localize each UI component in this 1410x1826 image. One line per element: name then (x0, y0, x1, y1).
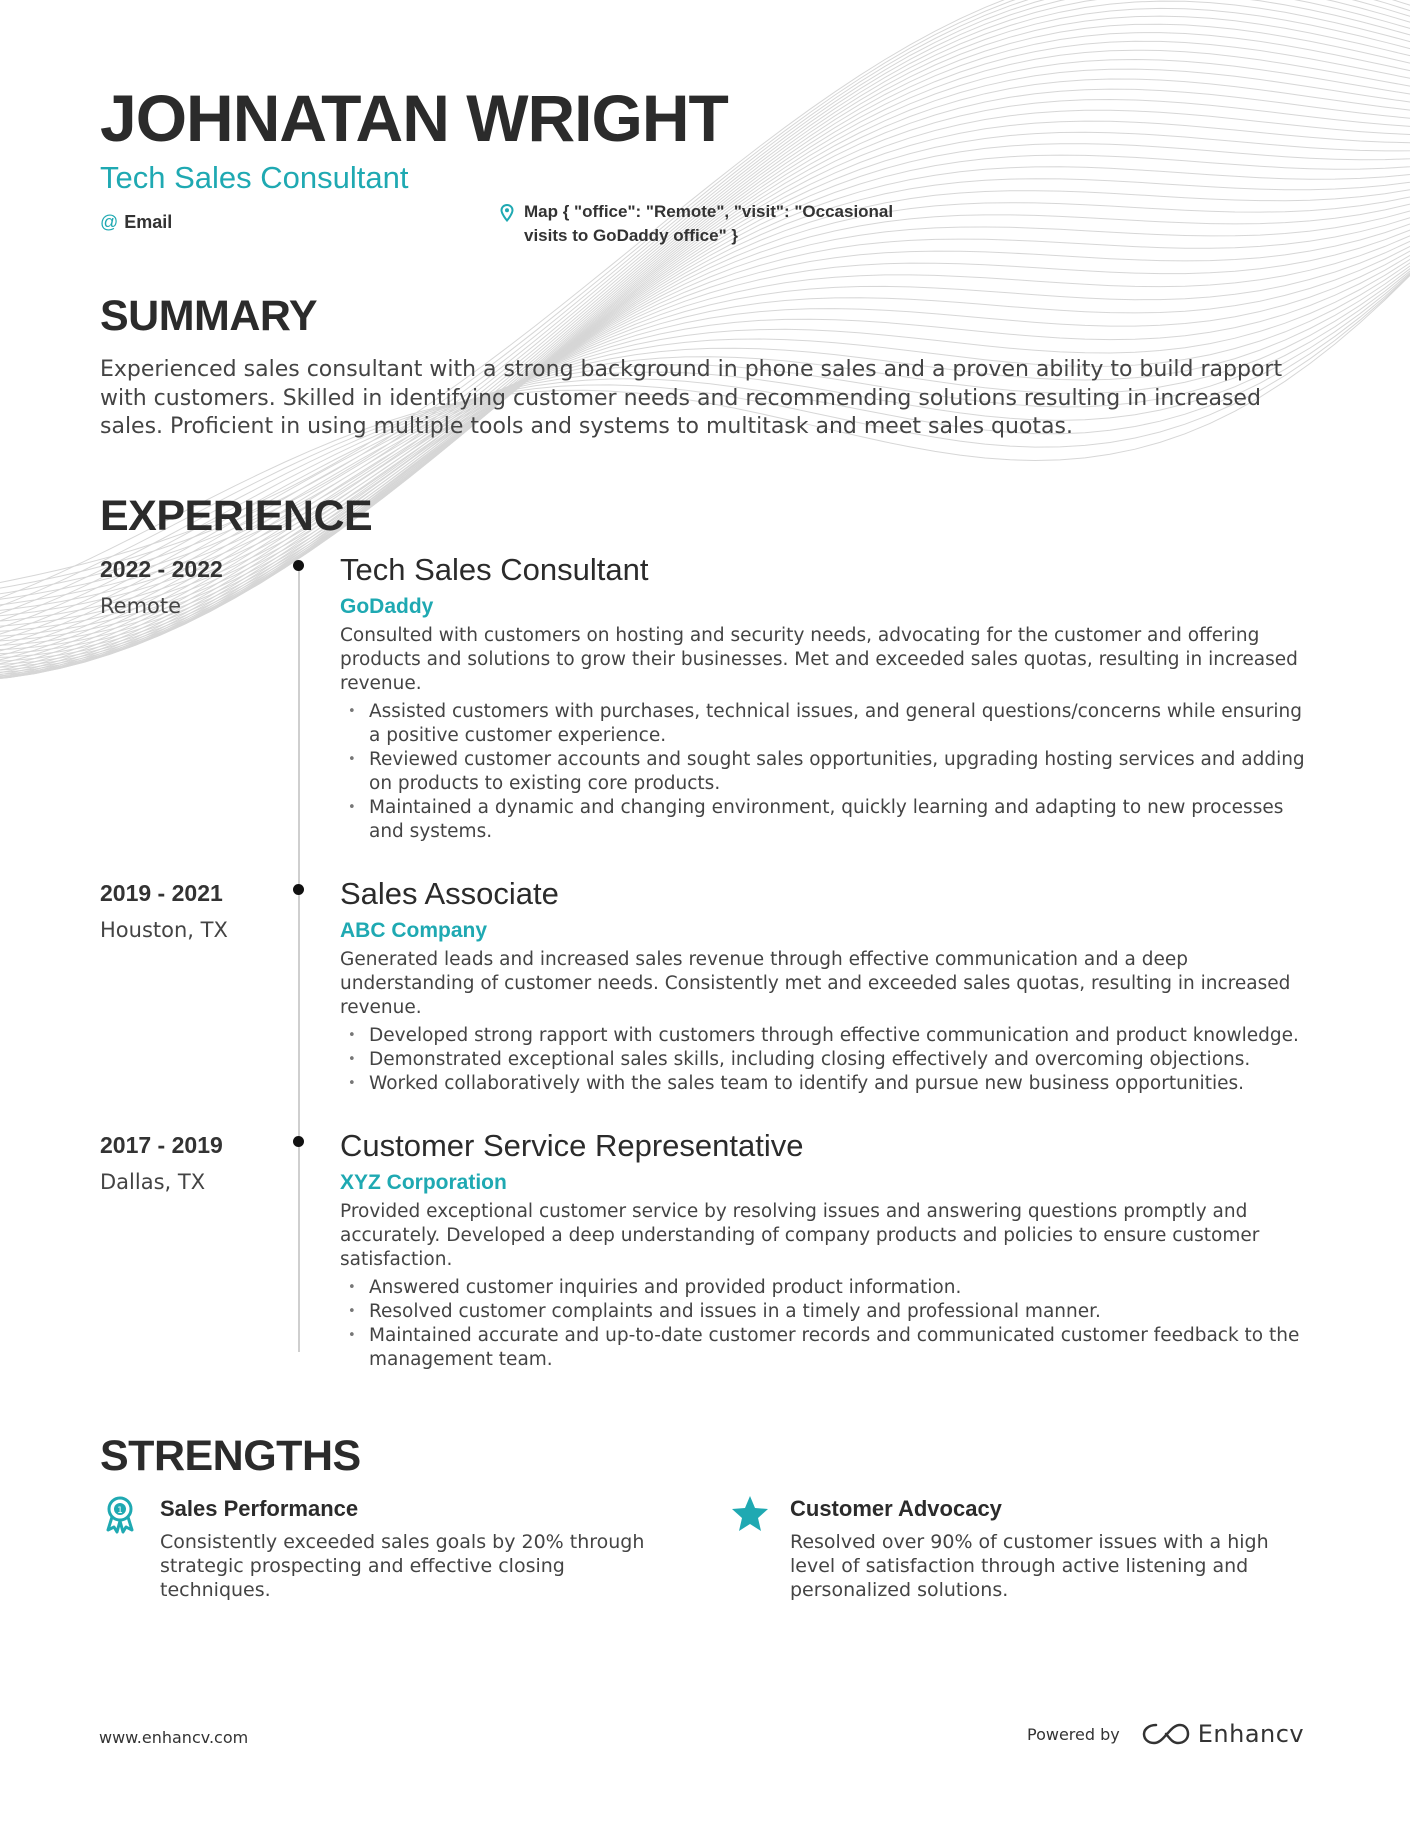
email-contact[interactable] (100, 212, 172, 233)
job-description: Generated leads and increased sales revenue through effective communication and a deep understanding of customer needs. Consistently met and exceeded sales quotas, resulting in increased revenue. (340, 949, 1291, 1018)
bullet-item: • Answered customer inquiries and provided product information. (340, 1276, 1315, 1300)
job-location: Remote (100, 594, 182, 618)
timeline-dot (293, 1136, 304, 1147)
company-name: GoDaddy (340, 595, 434, 618)
location-contact (500, 200, 900, 248)
job-dates: 2017 - 2019 (100, 1132, 223, 1158)
candidate-role: Tech Sales Consultant (100, 160, 409, 195)
bullet-item: • Worked collaboratively with the sales team to identify and pursue new business opportunities. (340, 1072, 1315, 1096)
bullet-item: • Developed strong rapport with customers through effective communication and product knowledge. (340, 1024, 1315, 1048)
job-bullets (340, 1024, 1315, 1096)
job-bullets (340, 700, 1315, 844)
timeline-line (298, 568, 300, 1352)
award-ribbon-icon (100, 1494, 140, 1534)
strength-description: Consistently exceeded sales goals by 20% through strategic prospecting and effective closing techniques. (160, 1531, 645, 1601)
job-title: Tech Sales Consultant (340, 552, 649, 587)
bullet-item: • Assisted customers with purchases, technical issues, and general questions/concerns while ensuring a positive customer experience. (340, 700, 1315, 748)
map-pin-icon (500, 200, 516, 248)
powered-by-label: Powered by (1027, 1724, 1120, 1744)
job-bullets (340, 1276, 1315, 1372)
strength-description: Resolved over 90% of customer issues with a high level of satisfaction through active listening and personalized solutions. (790, 1531, 1269, 1601)
bullet-item: • Maintained accurate and up-to-date customer records and communicated customer feedback to the management team. (340, 1324, 1315, 1372)
company-name: XYZ Corporation (340, 1171, 507, 1194)
bullet-item: • Maintained a dynamic and changing environment, quickly learning and adapting to new processes and systems. (340, 796, 1315, 844)
strength-title: Customer Advocacy (790, 1496, 1002, 1521)
star-icon (730, 1494, 770, 1534)
at-sign-icon: @ (100, 212, 119, 232)
timeline-dot (293, 560, 304, 571)
job-dates: 2022 - 2022 (100, 556, 223, 582)
svg-text:1: 1 (117, 1506, 123, 1516)
company-name: ABC Company (340, 919, 488, 942)
job-dates: 2019 - 2021 (100, 880, 223, 906)
enhancv-logo-icon (1142, 1721, 1190, 1747)
location-text: Map { "office": "Remote", "visit": "Occasional visits to GoDaddy office" } (524, 202, 894, 245)
summary-text: Experienced sales consultant with a strong background in phone sales and a proven ability to build rapport with customers. Skilled in identifying customer needs and recommending solutions resulting in increased sales. Proficient in using multiple tools and systems to multitask and meet sales quotas. (100, 357, 1283, 439)
strengths-heading: STRENGTHS (100, 1432, 361, 1480)
bullet-item: • Demonstrated exceptional sales skills, including closing effectively and overcoming objections. (340, 1048, 1315, 1072)
brand-logo[interactable] (1142, 1720, 1304, 1748)
job-description: Consulted with customers on hosting and security needs, advocating for the customer and offering products and solutions to grow their businesses. Met and exceeded sales quotas, resulting in increased revenue. (340, 625, 1298, 694)
job-title: Sales Associate (340, 876, 559, 911)
brand-name: Enhancv (1197, 1720, 1305, 1748)
powered-by (1027, 1720, 1304, 1748)
experience-heading: EXPERIENCE (100, 492, 373, 540)
summary-heading: SUMMARY (100, 292, 318, 340)
timeline-dot (293, 884, 304, 895)
job-location: Dallas, TX (100, 1170, 206, 1194)
strength-title: Sales Performance (160, 1496, 359, 1521)
job-description: Provided exceptional customer service by resolving issues and answering questions promptly and accurately. Developed a deep understanding of company products and policies to ensure customer satisfaction. (340, 1201, 1260, 1270)
bullet-item: • Reviewed customer accounts and sought sales opportunities, upgrading hosting services and adding on products to existing core products. (340, 748, 1315, 796)
website-link[interactable]: www.enhancv.com (99, 1728, 249, 1747)
job-location: Houston, TX (100, 918, 228, 942)
email-label: Email (124, 212, 173, 232)
bullet-item: • Resolved customer complaints and issues in a timely and professional manner. (340, 1300, 1315, 1324)
job-title: Customer Service Representative (340, 1128, 804, 1163)
candidate-name: JOHNATAN WRIGHT (100, 81, 728, 155)
